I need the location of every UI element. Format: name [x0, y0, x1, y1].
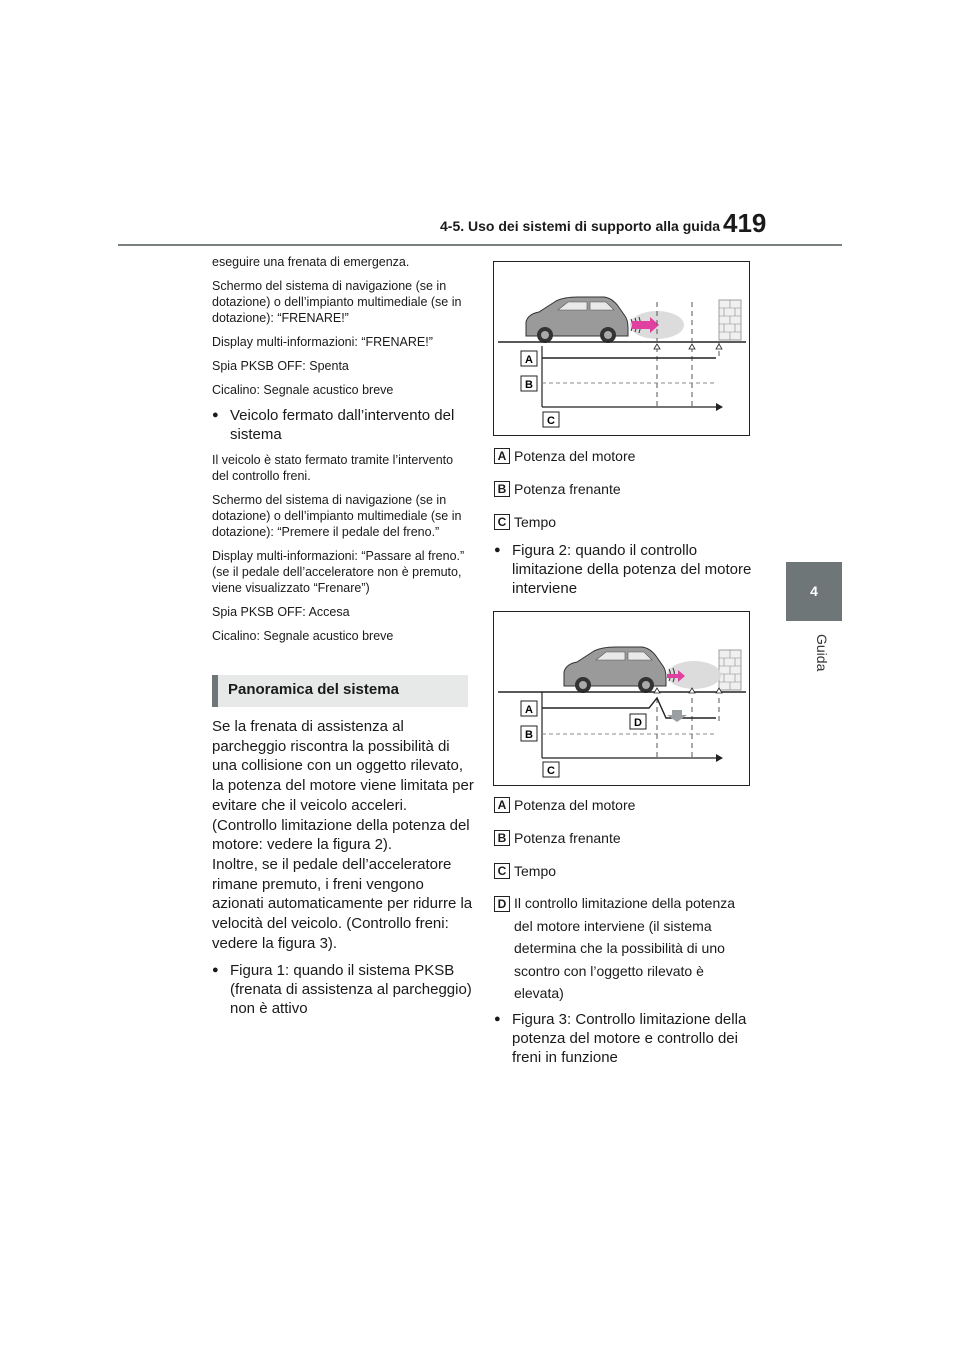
legend-text: Tempo	[514, 514, 557, 530]
car-icon	[564, 647, 666, 693]
power-reduction-arrow-icon	[667, 710, 687, 722]
text-line: Cicalino: Segnale acustico breve	[212, 383, 394, 397]
legend-key: C	[494, 863, 510, 879]
wall-icon	[719, 300, 741, 340]
overview-paragraph	[212, 717, 474, 1018]
label-c	[543, 762, 559, 777]
page-number: 419	[723, 208, 767, 238]
legend-key: B	[494, 481, 510, 497]
text-line: Schermo del sistema di navigazione (se in dotazione) o dell’impianto multimediale (se in dotazione): “FRENARE!”	[212, 279, 462, 325]
legend-text: Potenza frenante	[514, 481, 621, 497]
legend-key: A	[494, 448, 510, 464]
car-icon	[526, 297, 628, 343]
legend-text: Tempo	[514, 863, 557, 879]
legend-key: C	[494, 514, 510, 530]
svg-text:C: C	[547, 415, 555, 427]
legend-text: Potenza del motore	[514, 797, 636, 813]
text-line: Cicalino: Segnale acustico breve	[212, 629, 394, 643]
label-c	[543, 412, 559, 427]
text-line: Spia PKSB OFF: Spenta	[212, 359, 349, 373]
figure-2	[493, 611, 750, 786]
left-column-top	[212, 254, 472, 652]
legend-item	[494, 448, 635, 464]
svg-text:B: B	[525, 379, 533, 391]
svg-text:A: A	[525, 354, 533, 366]
bullet-item: ● Veicolo fermato dall’intervento del sistema	[212, 406, 472, 444]
figure-1-diagram	[494, 262, 749, 435]
label-d	[630, 714, 646, 729]
legend-text: Il controllo limitazione della potenza del motore interviene (il sistema determina che la possibilità di uno scontro con l’oggetto rilevato è elevata)	[514, 895, 736, 1002]
legend-key: A	[494, 797, 510, 813]
legend-text: Potenza del motore	[514, 448, 636, 464]
figure-2-diagram	[494, 612, 749, 785]
label-a	[521, 701, 537, 716]
legend-item	[494, 896, 746, 1005]
text-line: Display multi-informazioni: “Passare al freno.” (se il pedale dell’acceleratore non è premuto, viene visualizzato “Frenare”)	[212, 549, 465, 595]
text-line: Display multi-informazioni: “FRENARE!”	[212, 335, 433, 349]
paragraph-1: Se la frenata di assistenza al parcheggio riscontra la possibilità di una collisione con un oggetto rilevato, la potenza del motore viene limitata per evitare che il veicolo acceleri. (Controllo limitazione della potenza del motore: vedere la figura 2).	[212, 718, 474, 854]
section-heading-text: Panoramica del sistema	[228, 681, 399, 698]
svg-text:C: C	[547, 765, 555, 777]
text-line: eseguire una frenata di emergenza.	[212, 255, 410, 269]
legend-item	[494, 797, 635, 813]
legend-key: D	[494, 896, 510, 912]
text-line: Il veicolo è stato fermato tramite l’intervento del controllo freni.	[212, 453, 454, 483]
chapter-label: Guida	[814, 634, 830, 672]
header-section-title: 4-5. Uso dei sistemi di supporto alla guida	[440, 218, 721, 234]
legend-item	[494, 863, 556, 879]
chapter-tab[interactable]: 4	[786, 562, 842, 621]
legend-text: Potenza frenante	[514, 830, 621, 846]
svg-text:D: D	[634, 717, 642, 729]
legend-item	[494, 514, 556, 530]
label-b	[521, 726, 537, 741]
legend-item	[494, 830, 621, 846]
paragraph-2: Inoltre, se il pedale dell’acceleratore rimane premuto, i freni vengono azionati automaticamente per ridurre la velocità del veicolo. (Controllo freni: vedere la figura 3).	[212, 855, 473, 952]
header-rule	[118, 244, 842, 246]
text-line: Schermo del sistema di navigazione (se in dotazione) o dell’impianto multimediale (se in dotazione): “Premere il pedale del freno.”	[212, 493, 462, 539]
svg-text:A: A	[525, 704, 533, 716]
bullet-item: ● Figura 2: quando il controllo limitazione della potenza del motore interviene	[494, 541, 762, 598]
figure-1	[493, 261, 750, 436]
bullet-item: ● Figura 3: Controllo limitazione della potenza del motore e controllo dei freni in funzione	[494, 1010, 762, 1067]
label-b	[521, 376, 537, 391]
svg-text:B: B	[525, 729, 533, 741]
wall-icon	[719, 650, 741, 690]
bullet-item: ● Figura 1: quando il sistema PKSB (frenata di assistenza al parcheggio) non è attivo	[212, 961, 474, 1018]
text-line: Spia PKSB OFF: Accesa	[212, 605, 350, 619]
legend-key: B	[494, 830, 510, 846]
section-heading	[212, 675, 468, 707]
legend-item	[494, 481, 621, 497]
label-a	[521, 351, 537, 366]
